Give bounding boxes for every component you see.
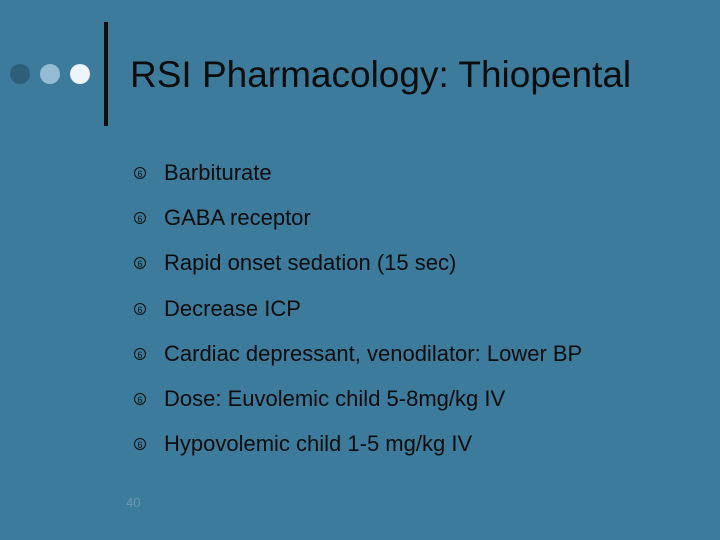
list-item xyxy=(130,376,582,421)
title-divider xyxy=(104,22,108,126)
list-item xyxy=(130,150,582,195)
bullet-text: Rapid onset sedation (15 sec) xyxy=(164,250,457,276)
dot-mid-icon xyxy=(40,64,60,84)
circled-number-icon: 6 xyxy=(134,167,146,179)
list-item xyxy=(130,286,582,331)
bullet-text: Decrease ICP xyxy=(164,295,301,321)
bullet-text: Barbiturate xyxy=(164,159,272,185)
slide-title: RSI Pharmacology: Thiopental xyxy=(130,54,632,95)
bullet-text: Hypovolemic child 1-5 mg/kg IV xyxy=(164,431,473,457)
dot-dark-icon xyxy=(10,64,30,84)
circled-number-icon: 6 xyxy=(134,212,146,224)
list-item xyxy=(130,195,582,240)
list-item xyxy=(130,331,582,376)
circled-number-icon: 6 xyxy=(134,303,146,315)
circled-number-icon: 6 xyxy=(134,348,146,360)
list-item xyxy=(130,241,582,286)
bullet-text: Cardiac depressant, venodilator: Lower BP xyxy=(164,340,583,366)
circled-number-icon: 6 xyxy=(134,393,146,405)
bullet-text: Dose: Euvolemic child 5-8mg/kg IV xyxy=(164,386,506,412)
circled-number-icon: 6 xyxy=(134,438,146,450)
slide-number: 40 xyxy=(126,495,141,510)
bullet-text: GABA receptor xyxy=(164,204,311,230)
dot-light-icon xyxy=(70,64,90,84)
bullet-list xyxy=(130,150,582,467)
circled-number-icon: 6 xyxy=(134,257,146,269)
list-item xyxy=(130,422,582,467)
